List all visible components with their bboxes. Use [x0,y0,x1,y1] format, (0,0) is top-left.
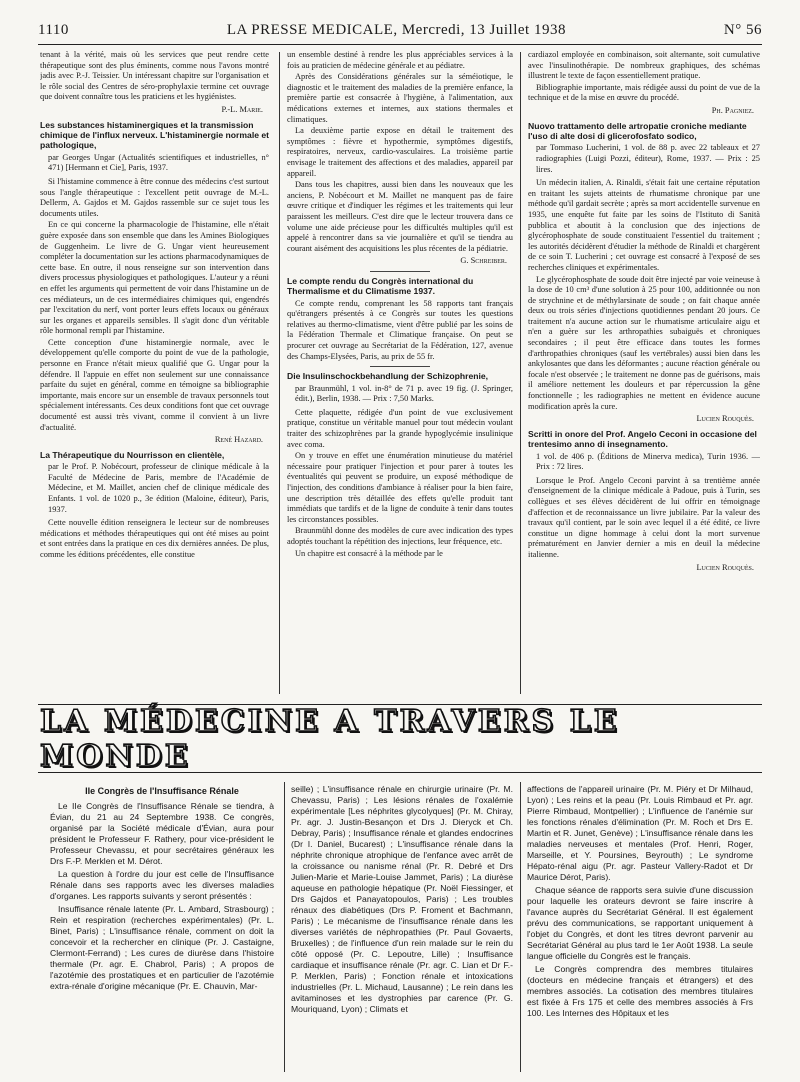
review-reference: par Georges Ungar (Actualités scientifiques et industrielles, n° 471) [Hermann et Cie], Paris, 1937. [48,152,269,173]
review-paragraph: cardiazol employée en combinaison, soit alternante, soit cumulative avec l'insulinothérapie. De nombreux graphiques, des schémas illustrent le texte de façon essentiellement pratique. [528,50,760,81]
column-2 [287,50,513,698]
congress-paragraph: Insuffisance rénale latente (Pr. L. Ambard, Strasbourg) ; Rein et respiration (recherches expérimentales) (Pr. L. Binet, Paris) ; L'insuffisance rénale, comment on doit la concevoir et la rechercher en clinique (Pr. J. Castaigne, Clermont-Ferrand) ; Les cures de diurèse dans l'histoire thermale (Pr. agr. E. Chabrol, Paris) ; A propos de l'azotémie des prostatiques et en particulier de l'azotémie extra-rénale d'origine mécanique (Pr. E. Chauvin, Mar- [50,904,274,991]
review-paragraph: Braunmühl donne des modèles de cure avec indication des types adoptés touchant la répétition des injections, leur fréquence, etc. [287,526,513,546]
review-paragraph: un ensemble destiné à rendre les plus appréciables services à la fois au praticien de médecine générale et au pédiatre. [287,50,513,70]
review-paragraph: La deuxième partie expose en détail le traitement des symptômes : fièvre et hypothermie, symptômes digestifs, respiratoires, nerveux, cardio-vasculaires. La troisième partie envisage le traitement des affections et des maladies, appareil par appareil. [287,126,513,178]
page-header [38,22,762,42]
column-1 [40,50,269,698]
column-3 [528,50,760,698]
congress-column-3 [527,784,753,1074]
review-paragraph: Un médecin italien, A. Rinaldi, s'était fait une certaine réputation en traitant les sujets atteints de rhumatisme chronique par une méthode qu'il gardait secrète ; après sa mort accidentelle survenue en 1935, une enquête fut faite par les soins de l'Istituto di Sanità pubblica et aboutit à la conclusion que des injections de glycérophosphate de soude constituaient l'essentiel du traitement ; les autorités décidèrent d'étudier la méthode de Rinaldi et chargèrent de ce soin T. Lucherini ; cet ouvrage est consacré à l'exposé de ses recherches cliniques et expérimentales. [528,178,760,272]
review-signature: René Hazard. [214,435,263,445]
review-reference: par Braunmühl, 1 vol. in-8° de 71 p. avec 19 fig. (J. Springer, édit.), Berlin, 1938. — Prix : 7,50 Marks. [295,383,513,404]
review-paragraph: Cette plaquette, rédigée d'un point de vue exclusivement pratique, constitue un véritable manuel pour tout médecin voulant traiter des schizophrènes par la grande hypoglycémie insulinique avec coma. [287,407,513,449]
banner-rule-bottom [38,772,762,773]
review-reference: par Tommaso Lucherini, 1 vol. de 88 p. avec 22 tableaux et 27 radiographies (Luigi Pozzi, éditeur), Rome, 1937. — Prix : 25 lires. [536,143,760,174]
column-divider [279,52,280,694]
section-separator [370,271,430,272]
review-paragraph: On y trouve en effet une énumération minutieuse du matériel nécessaire pour pratiquer l'injection et pour parer à toutes les éventualités qui peuvent se produire, un exposé méthodique de l'injection, des conditions d'ambiance à réaliser pour la bien faire, une description très détaillée des effets qu'elle produit tant immédiats que tardifs et de la ligne de conduite à tenir dans toutes les circonstances possibles. [287,451,513,524]
review-title: Die Insulinschockbehandlung der Schizophrenie, [287,371,489,382]
column-divider [284,782,285,1072]
congress-column-1 [50,784,274,1074]
issue-number: N° 56 [723,22,762,38]
review-paragraph: Cette nouvelle édition renseignera le lecteur sur de nombreuses médications et méthodes thérapeutiques qui ont été mises au point et sont entrées dans la pratique en ces dix dernières années. De plus, comme les éditions précédentes, elle constitue [40,518,269,559]
journal-title: LA PRESSE MEDICALE, Mercredi, 13 Juillet 1938 [226,22,566,38]
review-paragraph: En ce qui concerne la pharmacologie de l'histamine, elle n'était guère exposée dans son ensemble que dans les Amines Biologiques de Guggenheim. Le livre de G. Ungar vient heureusement compléter la documentation sur les actions pharmacodynamiques de cette base. En outre, il nous renseigne sur son intervention dans divers processus physiologiques et pathologiques. L'auteur y a réuni en effet les arguments qui permettent de voir dans l'histamine un de ces médiateurs, un de ces intermédiaires chimiques qui, engendrés par l'excitation du nerf, vont porter leurs effets locaux ou généraux sur les organes et appareils sensibles. Il s'agit donc d'un véritable rôle hormonal rempli par l'histamine. [40,220,269,336]
review-signature: G. Schreiber. [460,256,507,266]
review-paragraph: Lorsque le Prof. Angelo Ceconi parvint à sa trentième année d'enseignement de la clinique médicale à Padoue, puis à Turin, ses collègues et ses élèves décidèrent de lui offrir en témoignage d'affection et de reconnaissance un livre jubilaire. Par la valeur des travaux qu'il contient, par le soin avec lequel il a été édité, ce livre constitue un digne hommage à celui dont la mort survenue prématurément en Janvier dernier a mis en deuil la médecine italienne. [528,475,760,559]
congress-paragraph: Le IIe Congrès de l'Insuffisance Rénale se tiendra, à Évian, du 21 au 24 Septembre 1938. Ce congrès, organisé par la Société médicale d'Évian, aura pour président le Professeur F. Rathery, pour vice-président le Professeur Chevassu, et pour secrétaires généraux les Drs F.-P. Merklen et M. Dérot. [50,801,274,866]
review-paragraph: Le glycérophosphate de soude doit être injecté par voie veineuse à la dose de 10 cm³ d'une solution à 25 pour 100, additionnée ou non de strychnine et de méthylarsinate de soude ; on fait chaque année deux ou trois séries d'injections quotidiennes pendant 20 jours. Ce traitement n'a aucune action sur le rhumatisme articulaire aigu et n'en a guère sur les arthropathies subaiguës et chroniques secondaires ; il peut être efficace dans toutes les formes d'arthropathies chroniques (sauf les vertébrales) aussi bien dans les ankylosantes que dans les déformantes ; aucune réaction générale ou focale n'est observée ; le traitement ne donne pas de guérisons, mais il améliore nettement les douleurs et par répercussion la gêne fonctionnelle ; les radiographies ne mettent en évidence aucune modification après la cure. [528,274,760,411]
page-number: 1110 [38,22,69,38]
congress-paragraph: affections de l'appareil urinaire (Pr. M. Piéry et Dr Milhaud, Lyon) ; Les reins et la peau (Pr. Louis Rimbaud et Pr. agr. Pierre Rimbaud, Montpellier) ; L'influence de l'anémie sur les fonctions rénales d'élimination (Pr. M. Roch et Drs E. Martin et R. Junet, Genève) ; L'insuffisance rénale dans les maladies nerveuses et mentales (Prof. Henri, Roger, Marseille, et Y. Poursines, Beyrouth) ; Le syndrome Hépato-rénal aigu (Pr. agr. Pasteur Vallery-Radot et Dr Maurice Dérot, Paris). [527,784,753,882]
review-signature: Ph. Pagniez. [711,105,754,115]
review-paragraph: Bibliographie importante, mais rédigée aussi du point de vue de la technique et de la mise en œuvre du procédé. [528,82,760,103]
review-paragraph: Un chapitre est consacré à la méthode par le [295,548,443,558]
review-paragraph: tenant à la vérité, mais où les services que peut rendre cette thérapeutique sont des plus éminents, comme nous l'avons montré jadis avec P.-J. Teissier. Un intéressant chapitre sur l'organisation et le rôle social des Centres de séro-prophylaxie termine cet ouvrage que doivent connaître tous les praticiens et les hygiénistes. [40,50,269,102]
header-rule [38,44,762,45]
review-signature: P.-L. Marie. [221,104,263,114]
review-title: Les substances histaminergiques et la transmission chimique de l'influx nerveux. L'histaminergie normale et pathologique, [40,119,269,151]
review-paragraph: Ce compte rendu, comprenant les 58 rapports tant français qu'étrangers présentés à ce Congrès sur toutes les questions relatives au thermo-climatisme, vient d'être publié par les soins de la Fédération Thermale et Climatique française. On peut se procurer cet ouvrage au Secrétariat de la Fédération, 127, avenue des Champs-Elysées, Paris, au prix de 55 fr. [287,298,513,361]
congress-paragraph: La question à l'ordre du jour est celle de l'Insuffisance Rénale dans ses rapports avec les diverses maladies d'organes. Les rapports suivants y seront présentés : [50,869,274,901]
congress-paragraph: Le Congrès comprendra des membres titulaires (docteurs en médecine français et étrangers) et des membres associés. La cotisation des membres titulaires est fixée à Frs 175 et celle des membres associés à Frs 100. Les Internes des Hôpitaux et les [527,964,753,1018]
review-title: Nuovo trattamento delle artropatie croniche mediante l'uso di alte dosi di glicerofosfato sodico, [528,120,747,141]
congress-column-2 [291,784,513,1074]
congress-title: IIe Congrès de l'Insuffisance Rénale [85,786,239,796]
review-reference: par le Prof. P. Nobécourt, professeur de clinique médicale à la Faculté de Médecine de Paris, membre de l'Académie de Médecine, et M. Maillet, ancien chef de clinique médicale des Enfants. 1 vol. de 1020 p., 3e édition (Maloine, éditeur), Paris, 1937. [48,462,269,514]
congress-paragraph: Chaque séance de rapports sera suivie d'une discussion pour laquelle les orateurs devront se faire inscrire à l'avance auprès du Secrétariat Général. Il est également prévu des communications, se rapportant uniquement à l'objet du Congrès, et dont les titres devront parvenir au Secrétariat Général au plus tard le 1er Août 1938. La seule langue officielle du Congrès est le français. [527,885,753,961]
review-title: Le compte rendu du Congrès international du Thermalisme et du Climatisme 1937. [287,275,474,297]
review-title: La Thérapeutique du Nourrisson en clientèle, [40,449,225,460]
section-banner: LA MÉDECINE A TRAVERS LE MONDE [40,704,620,774]
congress-paragraph: seille) ; L'insuffisance rénale en chirurgie urinaire (Pr. M. Chevassu, Paris) ; Les lésions rénales de l'oxalémie expérimentale [Les néphrites glycolyques] (Pr. M. Chiray, Pr. agr. J. Justin-Besançon et Drs J. Dieryck et Ch. Debray, Paris) ; Insuffisance rénale et glandes endocrines (Dr I. Daniel, Bucarest) ; L'insuffisance rénale dans la néphrite chronique atrophique de l'enfance avec arrêt de la croissance ou nanisme rénal (Pr. R. Debré et Drs Julien-Marie et Marie-Louise Jammet, Paris) ; La diurèse aqueuse en pathologie hépatique (Pr. Noël Fiessinger, et Drs Gajdos et Panayatopoulos, Paris) ; Les troubles rénaux des diabétiques (Drs P. Froment et Bachmann, Paris) ; Le mécanisme de l'insuffisance rénale dans les diverses variétés de néphropathies (Pr. Paul Govaerts, Bruxelles) ; de l'influence d'un rein malade sur le rein du côté opposé (Pr. C. Lepoutre, Lille) ; Insuffisance cardiaque et insuffisance rénale (Pr. agr. C. Lian et Dr F.-P. Merklen, Paris) ; Fonction rénale et intoxications industrielles (Pr. L. Michaud, Lausanne) ; Le rein dans les avitaminoses et les dystrophies par carence (Pr. G. Mouriquand, Lyon) ; Climats et [291,784,513,1014]
review-title: Scritti in onore del Prof. Angelo Ceconi in occasione del trentesimo anno di insegnamento. [528,428,757,450]
review-signature: Lucien Rouquès. [696,414,754,424]
review-paragraph: Si l'histamine commence à être connue des médecins c'est surtout sous l'angle thérapeutique : l'excellent petit ouvrage de M.-L. Dellerm, A. Gajdos et M. Gajdos rassemble sur ce sujet tous les documents utiles. [40,176,269,218]
section-separator [370,366,430,367]
column-divider [520,782,521,1072]
review-paragraph: Dans tous les chapitres, aussi bien dans les nouveaux que les anciens, P. Nobécourt et M. Maillet ne manquent pas de faire œuvre critique et d'indiquer les régimes et les traitements qui leur paraissent les meilleurs. C'est dire que le lecteur trouvera dans ce volume une aide précieuse pour les difficultés multiples qu'il est appelé à rencontrer dans sa vie journalière et qu'il se tiendra au courant aisément des acquisitions les plus récentes de la pédiatrie. [287,180,513,253]
review-signature: Lucien Rouquès. [696,562,754,572]
column-divider [520,52,521,694]
review-paragraph: Cette conception d'une histaminergie normale, avec le développement qu'elle comporte du point de vue de la pathologie, personne en France n'était mieux qualifié que G. Ungar pour la défendre. Il l'appuie en effet non seulement sur une connaissance parfaite du sujet en général, comme en témoigne sa bibliographie importante, mais encore sur un ensemble de travaux personnels tout spécialement intéressants. Ces deux conditions font que cet ouvrage documenté est aussi très vivant, comme il convient à un livre d'actualité. [40,337,269,432]
review-paragraph: Après des Considérations générales sur la séméiotique, le diagnostic et le traitement des maladies de la première enfance, la première partie est consacrée à l'hygiène, à l'alimentation, aux médications externes et internes, aux stations thermales et climatiques. [287,72,513,124]
review-reference: 1 vol. de 406 p. (Éditions de Minerva medica), Turin 1936. — Prix : 72 lires. [536,451,760,472]
